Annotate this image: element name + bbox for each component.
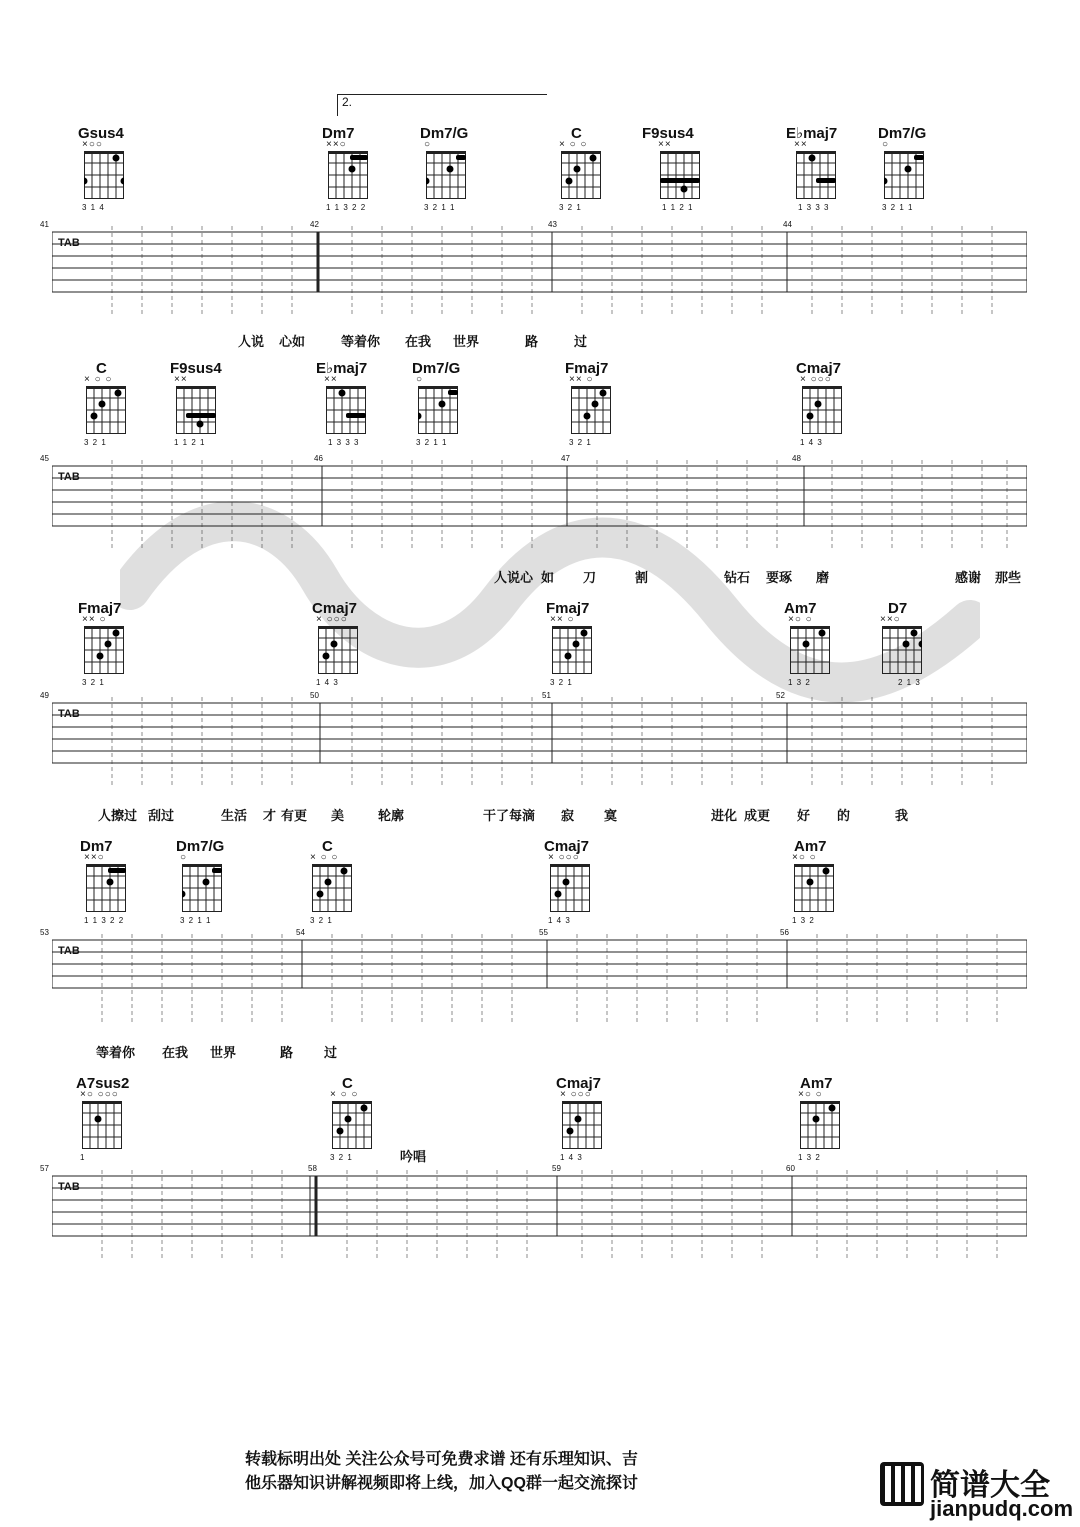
chord-fingering: 3 2 1	[82, 678, 105, 687]
chord-name: Cmaj7	[796, 360, 842, 377]
lyric: 要琢	[766, 570, 793, 585]
chord-diagram	[878, 125, 950, 212]
chord-grid	[86, 386, 126, 434]
chord-diagram	[796, 360, 868, 447]
chord-diagram	[786, 125, 858, 212]
chord-diagram	[420, 125, 492, 212]
chord-fingering: 1 4 3	[316, 678, 339, 687]
chord-open-muted: ××	[794, 139, 808, 150]
chord-grid	[571, 386, 611, 434]
bar-number: 44	[783, 220, 792, 229]
tab-staff	[40, 454, 1027, 528]
chord-fingering: 1	[80, 1153, 86, 1162]
chord-grid	[332, 1101, 372, 1149]
lyric: 人说心	[494, 570, 534, 585]
lyric: 有更	[281, 808, 308, 823]
chord-fingering: 3 2 1 1	[882, 203, 914, 212]
footer-notice-line2: 他乐器知识讲解视频即将上线，加入QQ群一起交流探讨	[245, 1475, 638, 1492]
chord-open-muted: × ○○○	[560, 1089, 592, 1100]
bar-number: 49	[40, 691, 49, 700]
chord-grid	[312, 864, 352, 912]
chord-name: Gsus4	[78, 125, 124, 142]
chord-diagram	[170, 360, 242, 447]
lyric: 磨	[816, 570, 830, 585]
lyric: 等着你	[96, 1045, 136, 1060]
chord-fingering: 3 2 1	[550, 678, 573, 687]
lyric: 心如	[279, 334, 306, 349]
lyric: 寞	[604, 808, 618, 823]
chord-name: Cmaj7	[312, 600, 358, 617]
chord-fingering: 1 4 3	[548, 916, 571, 925]
chord-open-muted: ○	[416, 374, 424, 385]
tab-clef: TAB	[58, 708, 80, 720]
chord-name: E♭maj7	[316, 360, 368, 377]
chord-grid	[561, 151, 601, 199]
chord-grid	[328, 151, 368, 199]
lyric: 好	[797, 808, 811, 823]
chord-grid	[796, 151, 836, 199]
chord-name: Cmaj7	[544, 838, 590, 855]
bar-number: 53	[40, 928, 49, 937]
chord-fingering: 3 2 1 1	[180, 916, 212, 925]
chord-diagram	[876, 600, 948, 687]
chord-diagram	[322, 125, 394, 212]
chord-name: F9sus4	[170, 360, 222, 377]
bar-number: 46	[314, 454, 323, 463]
lyric: 过	[324, 1045, 338, 1060]
lyric: 的	[837, 808, 851, 823]
bar-number: 47	[561, 454, 570, 463]
chord-fingering: 3 2 1	[559, 203, 582, 212]
lyric: 刀	[583, 570, 597, 585]
chord-diagram	[316, 360, 388, 447]
chord-grid	[802, 386, 842, 434]
bar-number: 60	[786, 1164, 795, 1173]
tab-staff-lines	[52, 458, 1027, 558]
lyric: 我	[895, 808, 909, 823]
chord-name: Am7	[800, 1075, 833, 1092]
chord-diagram	[555, 125, 627, 212]
chord-open-muted: ×○ ○	[798, 1089, 823, 1100]
chord-open-muted: × ○ ○	[330, 1089, 359, 1100]
chord-open-muted: × ○○○	[548, 852, 580, 863]
annotation-chant: 吟唱	[400, 1149, 427, 1164]
lyric: 才	[263, 808, 277, 823]
chord-diagram	[78, 125, 150, 212]
chord-name: C	[322, 838, 333, 855]
chord-diagram	[306, 838, 378, 925]
chord-name: A7sus2	[76, 1075, 130, 1092]
lyric: 如	[541, 570, 555, 585]
chord-open-muted: ×○○	[82, 139, 103, 150]
chord-name: D7	[888, 600, 908, 617]
lyric: 在我	[405, 334, 432, 349]
chord-fingering: 3 1 4	[82, 203, 105, 212]
bar-number: 50	[310, 691, 319, 700]
bar-number: 54	[296, 928, 305, 937]
chord-diagram	[794, 1075, 866, 1162]
chord-grid	[326, 386, 366, 434]
tab-staff	[40, 220, 1027, 294]
tab-staff-lines	[52, 1168, 1027, 1268]
lyric: 刮过	[148, 808, 175, 823]
chord-name: Cmaj7	[556, 1075, 602, 1092]
chord-grid	[84, 151, 124, 199]
lyric: 轮廓	[378, 808, 405, 823]
chord-open-muted: × ○○○	[316, 614, 348, 625]
chord-fingering: 3 2 1 1	[416, 438, 448, 447]
brand-url: jianpudq.com	[930, 1496, 1073, 1521]
chord-name: Dm7/G	[412, 360, 461, 377]
chord-open-muted: ○	[424, 139, 432, 150]
bar-number: 42	[310, 220, 319, 229]
lyric: 人说	[238, 334, 265, 349]
chord-fingering: 1 3 2	[798, 1153, 821, 1162]
chord-name: Am7	[784, 600, 817, 617]
bar-number: 43	[548, 220, 557, 229]
bar-number: 57	[40, 1164, 49, 1173]
chord-open-muted: ××	[658, 139, 672, 150]
chord-grid	[882, 626, 922, 674]
chord-open-muted: × ○ ○	[84, 374, 113, 385]
chord-grid	[562, 1101, 602, 1149]
chord-grid	[790, 626, 830, 674]
chord-grid	[884, 151, 924, 199]
chord-fingering: 3 2 1	[330, 1153, 353, 1162]
lyric: 路	[280, 1045, 294, 1060]
bar-number: 55	[539, 928, 548, 937]
chord-diagram	[556, 1075, 628, 1162]
chord-name: Dm7	[322, 125, 355, 142]
chord-diagram	[784, 600, 856, 687]
lyric: 干了每滴	[483, 808, 536, 823]
chord-name: Am7	[794, 838, 827, 855]
tab-staff-lines	[52, 224, 1027, 324]
lyric: 人擦过	[98, 808, 138, 823]
chord-open-muted: ×× ○	[82, 614, 107, 625]
chord-fingering: 1 1 2 1	[174, 438, 206, 447]
chord-name: Fmaj7	[565, 360, 609, 377]
lyric: 路	[525, 334, 539, 349]
chord-grid	[794, 864, 834, 912]
chord-fingering: 3 2 1	[84, 438, 107, 447]
chord-diagram	[312, 600, 384, 687]
bar-number: 51	[542, 691, 551, 700]
lyric: 美	[331, 808, 345, 823]
lyric: 过	[574, 334, 588, 349]
chord-open-muted: ○	[882, 139, 890, 150]
piano-keys-icon	[880, 1462, 924, 1506]
chord-name: C	[96, 360, 107, 377]
chord-grid	[182, 864, 222, 912]
chord-grid	[550, 864, 590, 912]
bar-number: 52	[776, 691, 785, 700]
chord-diagram	[80, 838, 152, 925]
chord-grid	[426, 151, 466, 199]
chord-open-muted: ××	[174, 374, 188, 385]
lyric: 在我	[162, 1045, 189, 1060]
chord-fingering: 3 2 1	[569, 438, 592, 447]
chord-open-muted: × ○○○	[800, 374, 832, 385]
chord-open-muted: ×○ ○	[788, 614, 813, 625]
chord-fingering: 1 3 3 3	[328, 438, 360, 447]
chord-diagram	[412, 360, 484, 447]
tab-staff-lines	[52, 695, 1027, 795]
chord-fingering: 1 1 3 2 2	[326, 203, 367, 212]
chord-name: F9sus4	[642, 125, 694, 142]
chord-open-muted: ××	[324, 374, 338, 385]
tab-staff	[40, 928, 1027, 1002]
chord-diagram	[546, 600, 618, 687]
chord-name: C	[571, 125, 582, 142]
chord-name: E♭maj7	[786, 125, 838, 142]
footer-notice-line1: 转载标明出处 关注公众号可免费求谱 还有乐理知识、吉	[245, 1451, 638, 1468]
chord-diagram	[176, 838, 248, 925]
chord-open-muted: ×○ ○	[792, 852, 817, 863]
bar-number: 48	[792, 454, 801, 463]
lyric: 那些	[995, 570, 1022, 585]
chord-diagram	[788, 838, 860, 925]
chord-open-muted: ××○	[84, 852, 105, 863]
chord-grid	[660, 151, 700, 199]
chord-fingering: 1 1 2 1	[662, 203, 694, 212]
bar-number: 58	[308, 1164, 317, 1173]
lyric: 世界	[210, 1045, 237, 1060]
chord-open-muted: ××○	[880, 614, 901, 625]
chord-name: Dm7/G	[420, 125, 469, 142]
chord-name: Fmaj7	[78, 600, 122, 617]
chord-open-muted: ○	[180, 852, 188, 863]
tab-clef: TAB	[58, 945, 80, 957]
chord-open-muted: ××○	[326, 139, 347, 150]
lyric: 进化	[711, 808, 738, 823]
chord-fingering: 1 3 2	[792, 916, 815, 925]
chord-diagram	[565, 360, 637, 447]
chord-name: Dm7/G	[878, 125, 927, 142]
tab-staff-lines	[52, 932, 1027, 1032]
chord-grid	[84, 626, 124, 674]
lyric: 钻石	[724, 570, 751, 585]
lyric: 生活	[221, 808, 248, 823]
chord-name: Dm7	[80, 838, 113, 855]
chord-grid	[318, 626, 358, 674]
tab-clef: TAB	[58, 237, 80, 249]
chord-grid	[800, 1101, 840, 1149]
lyric: 成更	[744, 808, 771, 823]
chord-fingering: 1 4 3	[800, 438, 823, 447]
chord-diagram	[326, 1075, 398, 1162]
chord-fingering: 1 1 3 2 2	[84, 916, 125, 925]
chord-diagram	[544, 838, 616, 925]
chord-grid	[82, 1101, 122, 1149]
chord-fingering: 3 2 1	[310, 916, 333, 925]
chord-name: Fmaj7	[546, 600, 590, 617]
chord-fingering: 1 4 3	[560, 1153, 583, 1162]
lyric: 等着你	[341, 334, 381, 349]
tab-clef: TAB	[58, 471, 80, 483]
volta-bracket: 2.	[337, 94, 547, 116]
bar-number: 59	[552, 1164, 561, 1173]
brand-logo[interactable]	[880, 1458, 1080, 1527]
tab-staff	[40, 691, 1027, 765]
chord-fingering: 3 2 1 1	[424, 203, 456, 212]
chord-fingering: 1 3 2	[788, 678, 811, 687]
bar-number: 41	[40, 220, 49, 229]
tab-staff	[40, 1164, 1027, 1238]
chord-diagram	[642, 125, 714, 212]
bar-number: 56	[780, 928, 789, 937]
chord-name: Dm7/G	[176, 838, 225, 855]
brand-title: 简谱大全	[930, 1469, 1050, 1502]
chord-diagram	[78, 600, 150, 687]
chord-fingering: 1 3 3 3	[798, 203, 830, 212]
chord-open-muted: × ○ ○	[559, 139, 588, 150]
chord-diagram	[76, 1075, 148, 1162]
chord-grid	[418, 386, 458, 434]
chord-grid	[86, 864, 126, 912]
chord-diagram	[80, 360, 152, 447]
chord-open-muted: ×× ○	[569, 374, 594, 385]
chord-open-muted: ×× ○	[550, 614, 575, 625]
chord-open-muted: ×○ ○○○	[80, 1089, 119, 1100]
bar-number: 45	[40, 454, 49, 463]
chord-name: C	[342, 1075, 353, 1092]
lyric: 感谢	[955, 570, 982, 585]
chord-fingering: 2 1 3	[898, 678, 921, 687]
lyric: 寂	[561, 808, 575, 823]
chord-grid	[552, 626, 592, 674]
chord-open-muted: × ○ ○	[310, 852, 339, 863]
tab-clef: TAB	[58, 1181, 80, 1193]
lyric: 世界	[453, 334, 480, 349]
chord-grid	[176, 386, 216, 434]
lyric: 割	[635, 570, 649, 585]
